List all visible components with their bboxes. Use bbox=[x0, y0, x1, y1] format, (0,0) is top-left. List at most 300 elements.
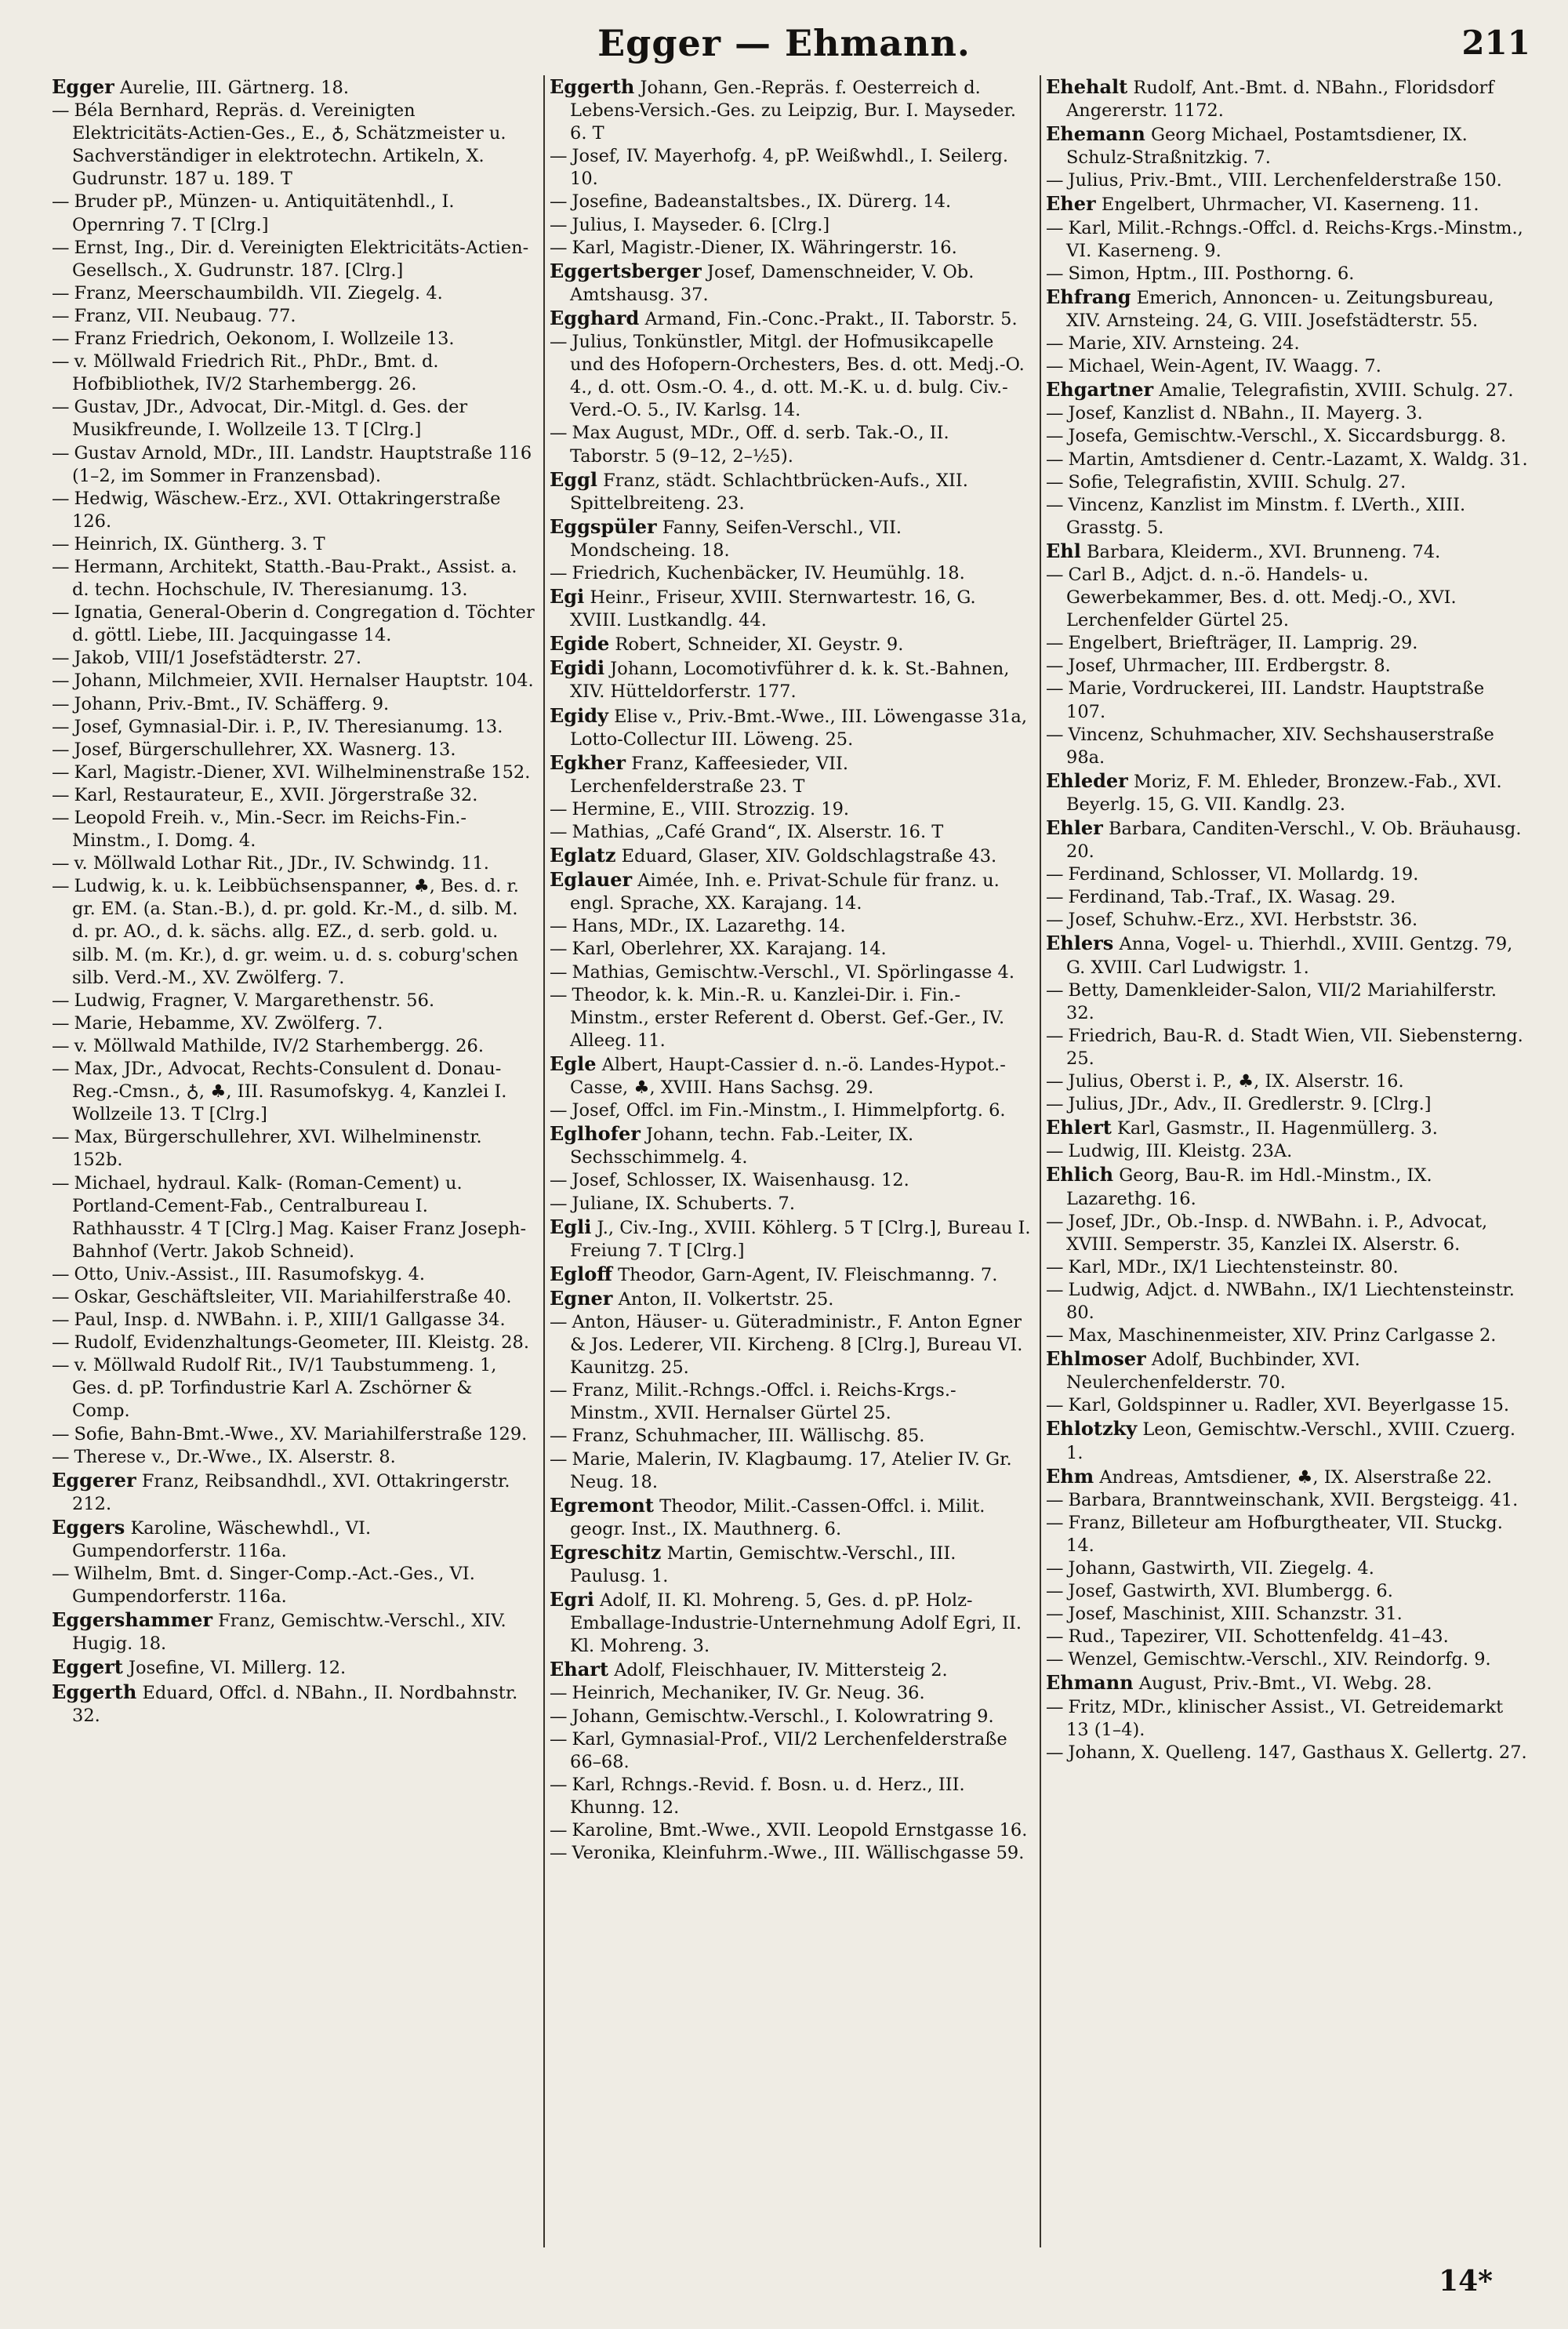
directory-entry bbox=[550, 1588, 1032, 1658]
entry-surname: Ehlotzky bbox=[1046, 1417, 1138, 1441]
page-title: Egger — Ehmann. bbox=[597, 22, 971, 64]
entry-text: Anna, Vogel- u. Thierhdl., XVIII. Gentzg. 79, G. XVIII. Carl Ludwigstr. 1. bbox=[1066, 934, 1513, 978]
ditto-dash: — bbox=[52, 237, 70, 258]
ditto-dash: — bbox=[1046, 1512, 1064, 1533]
ditto-dash: — bbox=[550, 1193, 568, 1214]
directory-entry bbox=[1046, 1557, 1528, 1580]
entry-text: Hermine, E., VIII. Strozzig. 19. bbox=[572, 798, 850, 819]
directory-entry bbox=[52, 1172, 535, 1263]
entry-text: Marie, Vordruckerei, III. Landstr. Hauptstraße 107. bbox=[1066, 678, 1485, 722]
directory-entry bbox=[550, 915, 1032, 938]
entry-surname: Egidi bbox=[550, 656, 605, 680]
directory-entry bbox=[550, 656, 1032, 703]
entry-text: Marie, XIV. Arnsteing. 24. bbox=[1068, 333, 1300, 354]
directory-entry bbox=[52, 100, 535, 191]
ditto-dash: — bbox=[1046, 1626, 1064, 1648]
ditto-dash: — bbox=[52, 670, 70, 692]
ditto-dash: — bbox=[52, 1446, 70, 1467]
directory-entry bbox=[550, 331, 1032, 422]
directory-entry bbox=[52, 1608, 535, 1655]
entry-surname: Eggerer bbox=[52, 1468, 136, 1492]
ditto-dash: — bbox=[550, 1683, 568, 1704]
entry-text: Ludwig, k. u. k. Leibbüchsenspanner, ♣, Bes. d. r. gr. EM. (a. Stan.-B.), d. pr. gold. Kr.-M., d. silb. M. d. pr. AO., d. k. sächs. allg. EZ., d. serb. gold. u. silb. M. (m. Kr.), d. gr. weim. u. d. s. coburg'schen silb. Verd.-M., XV. Zwölferg. 7. bbox=[72, 876, 519, 988]
entry-text: Barbara, Kleiderm., XVI. Brunneng. 74. bbox=[1087, 541, 1441, 562]
entry-text: Josefa, Gemischtw.-Verschl., X. Siccardsburgg. 8. bbox=[1068, 426, 1507, 447]
ditto-dash: — bbox=[1046, 1094, 1064, 1115]
entry-text: Karl, MDr., IX/1 Liechtensteinstr. 80. bbox=[1068, 1256, 1399, 1277]
ditto-dash: — bbox=[1046, 1211, 1064, 1232]
ditto-dash: — bbox=[1046, 678, 1064, 699]
directory-entry bbox=[550, 75, 1032, 145]
directory-entry bbox=[1046, 1279, 1528, 1324]
ditto-dash: — bbox=[550, 146, 568, 167]
ditto-dash: — bbox=[52, 808, 70, 828]
ditto-dash: — bbox=[550, 332, 568, 353]
entry-text: Adolf, II. Kl. Mohreng. 5, Ges. d. pP. Holz-Emballage-Industrie-Unternehmung Adolf Egri, II. Kl. Mohreng. 3. bbox=[570, 1590, 1022, 1657]
entry-text: Emerich, Annoncen- u. Zeitungsbureau, XIV. Arnsteing. 24, G. VIII. Josefstädterstr. 55. bbox=[1066, 287, 1494, 331]
entry-surname: Eggerth bbox=[550, 75, 635, 98]
directory-column-middle bbox=[543, 75, 1040, 2247]
entry-text: Franz, VII. Neubaug. 77. bbox=[74, 305, 296, 326]
ditto-dash: — bbox=[1046, 910, 1064, 931]
ditto-dash: — bbox=[550, 1706, 568, 1727]
ditto-dash: — bbox=[550, 961, 568, 983]
directory-entry bbox=[550, 1169, 1032, 1192]
entry-text: Amalie, Telegrafistin, XVIII. Schulg. 27. bbox=[1159, 380, 1514, 401]
directory-entry bbox=[550, 821, 1032, 844]
ditto-dash: — bbox=[550, 1448, 568, 1470]
directory-entry bbox=[550, 1311, 1032, 1379]
entry-text: Franz, Schuhmacher, III. Wällischg. 85. bbox=[572, 1426, 925, 1447]
ditto-dash: — bbox=[1046, 864, 1064, 885]
ditto-dash: — bbox=[52, 693, 70, 714]
entry-text: Engelbert, Briefträger, II. Lamprig. 29. bbox=[1068, 633, 1418, 654]
directory-entry bbox=[1046, 75, 1528, 122]
entry-text: Max, JDr., Advocat, Rechts-Consulent d. Donau-Reg.-Cmsn., ♁, ♣, III. Rasumofskyg. 4, Kanzlei I. Wollzeile 13. T [Clrg.] bbox=[72, 1059, 507, 1125]
ditto-dash: — bbox=[550, 984, 568, 1005]
directory-entry bbox=[52, 351, 535, 396]
entry-text: Aimée, Inh. e. Privat-Schule für franz. u. engl. Sprache, XX. Karajang. 14. bbox=[570, 870, 1000, 914]
directory-entry bbox=[1046, 769, 1528, 816]
ditto-dash: — bbox=[52, 351, 70, 372]
directory-column-left bbox=[47, 75, 543, 2247]
ditto-dash: — bbox=[1046, 1604, 1064, 1625]
entry-text: Adolf, Fleischhauer, IV. Mittersteig 2. bbox=[614, 1660, 948, 1681]
directory-entry bbox=[1046, 816, 1528, 863]
ditto-dash: — bbox=[1046, 887, 1064, 908]
directory-entry bbox=[1046, 449, 1528, 471]
entry-surname: Egli bbox=[550, 1215, 592, 1238]
page-number: 211 bbox=[1461, 24, 1530, 62]
entry-text: Josef, Schuhw.-Erz., XVI. Herbststr. 36. bbox=[1068, 910, 1418, 931]
entry-text: Carl B., Adjct. d. n.-ö. Handels- u. Gewerbekammer, Bes. d. ott. Medj.-O., XVI. Lerchenfelder Gürtel 25. bbox=[1066, 564, 1457, 631]
entry-text: Jakob, VIII/1 Josefstädterstr. 27. bbox=[74, 648, 362, 669]
directory-entry bbox=[52, 1680, 535, 1728]
directory-entry bbox=[1046, 1116, 1528, 1140]
entry-text: Karl, Magistr.-Diener, IX. Währingerstr. 16. bbox=[572, 237, 957, 258]
entry-text: Oskar, Geschäftsleiter, VII. Mariahilferstraße 40. bbox=[74, 1286, 512, 1307]
entry-text: Johann, X. Quelleng. 147, Gasthaus X. Gellertg. 27. bbox=[1068, 1742, 1527, 1763]
directory-entry bbox=[1046, 1324, 1528, 1347]
directory-entry bbox=[1046, 332, 1528, 355]
directory-entry bbox=[52, 191, 535, 236]
ditto-dash: — bbox=[550, 939, 568, 960]
entry-text: Heinrich, Mechaniker, IV. Gr. Neug. 36. bbox=[572, 1683, 925, 1704]
directory-entry bbox=[52, 488, 535, 533]
ditto-dash: — bbox=[550, 191, 568, 213]
directory-entry bbox=[550, 844, 1032, 868]
directory-entry bbox=[52, 282, 535, 305]
ditto-dash: — bbox=[1046, 471, 1064, 492]
entry-text: Karoline, Wäschewhdl., VI. Gumpendorferstr. 116a. bbox=[72, 1517, 372, 1561]
directory-entry bbox=[1046, 1465, 1528, 1489]
directory-entry bbox=[550, 798, 1032, 821]
entry-surname: Eggert bbox=[52, 1655, 123, 1679]
directory-entry bbox=[1046, 979, 1528, 1025]
entry-text: Vincenz, Kanzlist im Minstm. f. LVerth., XIII. Grasstg. 5. bbox=[1066, 494, 1466, 538]
ditto-dash: — bbox=[1046, 449, 1064, 470]
ditto-dash: — bbox=[52, 533, 70, 554]
directory-entry bbox=[550, 422, 1032, 467]
ditto-dash: — bbox=[52, 1310, 70, 1331]
entry-surname: Egkher bbox=[550, 750, 626, 774]
entry-text: Franz, Reibsandhdl., XVI. Ottakringerstr. 212. bbox=[72, 1470, 510, 1514]
entry-text: Georg, Bau-R. im Hdl.-Minstm., IX. Lazarethg. 16. bbox=[1066, 1165, 1432, 1209]
ditto-dash: — bbox=[1046, 1489, 1064, 1510]
directory-entry bbox=[1046, 909, 1528, 932]
entry-text: Theodor, Milit.-Cassen-Offcl. i. Milit. geogr. Inst., IX. Mauthnerg. 6. bbox=[570, 1495, 985, 1539]
entry-text: Ludwig, Fragner, V. Margarethenstr. 56. bbox=[74, 990, 435, 1011]
entry-text: Bruder pP., Münzen- u. Antiquitätenhdl., I. Opernring 7. T [Clrg.] bbox=[72, 191, 455, 235]
directory-entry bbox=[52, 601, 535, 647]
signature-mark: 14* bbox=[1439, 2265, 1493, 2298]
directory-columns bbox=[47, 75, 1537, 2247]
directory-entry bbox=[1046, 1671, 1528, 1695]
entry-text: Karl, Rchngs.-Revid. f. Bosn. u. d. Herz., III. Khunng. 12. bbox=[570, 1774, 965, 1818]
entry-text: Friedrich, Kuchenbäcker, IV. Heumühlg. 18. bbox=[572, 562, 965, 583]
entry-text: Eduard, Offcl. d. NBahn., II. Nordbahnstr. 32. bbox=[72, 1682, 518, 1726]
ditto-dash: — bbox=[52, 990, 70, 1011]
ditto-dash: — bbox=[52, 784, 70, 805]
entry-text: Fritz, MDr., klinischer Assist., VI. Getreidemarkt 13 (1–4). bbox=[1066, 1696, 1504, 1740]
entry-text: Ludwig, Adjct. d. NWBahn., IX/1 Liechtensteinstr. 80. bbox=[1066, 1279, 1515, 1323]
entry-text: Ludwig, III. Kleistg. 23A. bbox=[1068, 1141, 1293, 1162]
entry-text: Hermann, Architekt, Statth.-Bau-Prakt., Assist. a. d. techn. Hochschule, IV. Theresianumg. 13. bbox=[72, 556, 517, 601]
directory-entry bbox=[1046, 564, 1528, 632]
entry-text: Karl, Gymnasial-Prof., VII/2 Lerchenfelderstraße 66–68. bbox=[570, 1728, 1007, 1772]
entry-text: Julius, Oberst i. P., ♣, IX. Alserstr. 16. bbox=[1068, 1071, 1404, 1092]
entry-text: Gustav, JDr., Advocat, Dir.-Mitgl. d. Ges. der Musikfreunde, I. Wollzeile 13. T [Clrg.] bbox=[72, 397, 468, 441]
entry-text: Mathias, Gemischtw.-Verschl., VI. Spörlingasse 4. bbox=[572, 961, 1014, 983]
directory-entry bbox=[1046, 632, 1528, 655]
directory-entry bbox=[1046, 1603, 1528, 1626]
entry-surname: Egremont bbox=[550, 1493, 654, 1517]
ditto-dash: — bbox=[52, 442, 70, 463]
entry-text: Franz, Gemischtw.-Verschl., XIV. Hugig. 18. bbox=[72, 1611, 506, 1655]
directory-entry bbox=[1046, 378, 1528, 402]
directory-entry bbox=[1046, 655, 1528, 678]
entry-text: Johann, Gemischtw.-Verschl., I. Kolowratring 9. bbox=[572, 1706, 994, 1727]
directory-entry bbox=[1046, 1417, 1528, 1464]
entry-text: Theodor, k. k. Min.-R. u. Kanzlei-Dir. i. Fin.-Minstm., erster Referent d. Oberst. Gef.-Ger., IV. Alleeg. 11. bbox=[570, 984, 1005, 1051]
directory-entry bbox=[52, 1469, 535, 1516]
directory-entry bbox=[52, 1563, 535, 1608]
entry-text: Wilhelm, Bmt. d. Singer-Comp.-Act.-Ges., VI. Gumpendorferstr. 116a. bbox=[72, 1564, 475, 1608]
entry-text: Max August, MDr., Off. d. serb. Tak.-O., II. Taborstr. 5 (9–12, 2–½5). bbox=[570, 423, 949, 467]
ditto-dash: — bbox=[1046, 403, 1064, 424]
ditto-dash: — bbox=[1046, 564, 1064, 585]
entry-text: Josefine, Badeanstaltsbes., IX. Dürerg. 14. bbox=[572, 191, 952, 213]
directory-entry bbox=[1046, 1163, 1528, 1210]
directory-entry bbox=[1046, 863, 1528, 886]
entry-surname: Egi bbox=[550, 585, 585, 609]
directory-entry bbox=[1046, 1512, 1528, 1557]
entry-text: Josef, JDr., Ob.-Insp. d. NWBahn. i. P., Advocat, XVIII. Semperstr. 35, Kanzlei IX. Alserstr. 6. bbox=[1066, 1211, 1488, 1255]
ditto-dash: — bbox=[52, 602, 70, 623]
directory-entry bbox=[1046, 886, 1528, 909]
ditto-dash: — bbox=[550, 1728, 568, 1749]
entry-surname: Egloff bbox=[550, 1262, 612, 1285]
directory-entry bbox=[1046, 471, 1528, 494]
entry-text: Josef, Kanzlist d. NBahn., II. Mayerg. 3. bbox=[1068, 403, 1423, 424]
directory-entry bbox=[1046, 1696, 1528, 1742]
entry-text: Vincenz, Schuhmacher, XIV. Sechshauserstraße 98a. bbox=[1066, 724, 1494, 768]
entry-text: Karoline, Bmt.-Wwe., XVII. Leopold Ernstgasse 16. bbox=[572, 1820, 1028, 1841]
entry-surname: Ehart bbox=[550, 1658, 609, 1681]
ditto-dash: — bbox=[52, 876, 70, 897]
directory-entry bbox=[1046, 540, 1528, 564]
entry-text: Franz, städt. Schlachtbrücken-Aufs., XII. Spittelbreiteng. 23. bbox=[570, 470, 968, 514]
entry-text: Otto, Univ.-Assist., III. Rasumofskyg. 4. bbox=[74, 1263, 426, 1284]
entry-text: Karl, Oberlehrer, XX. Karajang. 14. bbox=[572, 939, 887, 960]
directory-entry bbox=[550, 1682, 1032, 1705]
directory-entry bbox=[550, 1774, 1032, 1819]
entry-text: Ferdinand, Schlosser, VI. Mollardg. 19. bbox=[1068, 864, 1419, 885]
ditto-dash: — bbox=[52, 1332, 70, 1353]
entry-text: Friedrich, Bau-R. d. Stadt Wien, VII. Siebensterng. 25. bbox=[1066, 1025, 1523, 1069]
entry-text: Max, Bürgerschullehrer, XVI. Wilhelminenstr. 152b. bbox=[72, 1127, 482, 1171]
ditto-dash: — bbox=[52, 1355, 70, 1376]
entry-surname: Eggerth bbox=[52, 1680, 137, 1703]
entry-text: Rudolf, Evidenzhaltungs-Geometer, III. Kleistg. 28. bbox=[74, 1332, 529, 1353]
entry-surname: Ehm bbox=[1046, 1464, 1094, 1488]
directory-entry bbox=[550, 1448, 1032, 1494]
directory-entry bbox=[550, 868, 1032, 915]
ditto-dash: — bbox=[52, 397, 70, 418]
directory-entry bbox=[550, 1193, 1032, 1215]
directory-entry bbox=[1046, 355, 1528, 378]
entry-text: Hedwig, Wäschew.-Erz., XVI. Ottakringerstraße 126. bbox=[72, 488, 501, 532]
entry-text: Josef, Maschinist, XIII. Schanzstr. 31. bbox=[1068, 1604, 1403, 1625]
entry-text: Anton, Häuser- u. Güteradministr., F. Anton Egner & Jos. Lederer, VII. Kircheng. 8 [Clrg.], Bureau VI. Kaunitzg. 25. bbox=[570, 1311, 1023, 1379]
ditto-dash: — bbox=[1046, 1071, 1064, 1092]
entry-surname: Ehl bbox=[1046, 539, 1081, 562]
ditto-dash: — bbox=[1046, 656, 1064, 677]
directory-entry bbox=[1046, 1093, 1528, 1116]
directory-entry bbox=[550, 237, 1032, 260]
entry-text: Franz, Kaffeesieder, VII. Lerchenfelderstraße 23. T bbox=[570, 753, 849, 797]
entry-text: v. Möllwald Friedrich Rit., PhDr., Bmt. d. Hofbibliothek, IV/2 Starhembergg. 26. bbox=[72, 351, 439, 395]
directory-entry bbox=[52, 328, 535, 351]
directory-entry bbox=[52, 556, 535, 601]
entry-text: Max, Maschinenmeister, XIV. Prinz Carlgasse 2. bbox=[1068, 1325, 1497, 1346]
entry-text: Karl, Milit.-Rchngs.-Offcl. d. Reichs-Krgs.-Minstm., VI. Kaserneng. 9. bbox=[1066, 217, 1523, 261]
entry-text: Béla Bernhard, Repräs. d. Vereinigten Elektricitäts-Actien-Ges., E., ♁, Schätzmeister u. Sachverständiger in elektrotechn. Artikeln, X. Gudrunstr. 187 u. 189. T bbox=[72, 100, 506, 190]
ditto-dash: — bbox=[550, 214, 568, 235]
entry-text: Josef, Uhrmacher, III. Erdbergstr. 8. bbox=[1068, 656, 1391, 677]
ditto-dash: — bbox=[1046, 1696, 1064, 1717]
ditto-dash: — bbox=[52, 488, 70, 509]
entry-text: Sofie, Telegrafistin, XVIII. Schulg. 27. bbox=[1068, 471, 1406, 492]
entry-text: Engelbert, Uhrmacher, VI. Kaserneng. 11. bbox=[1101, 194, 1479, 216]
ditto-dash: — bbox=[1046, 979, 1064, 1001]
directory-entry bbox=[52, 1035, 535, 1058]
entry-surname: Egreschitz bbox=[550, 1540, 662, 1564]
entry-surname: Egghard bbox=[550, 306, 640, 329]
ditto-dash: — bbox=[550, 1100, 568, 1121]
ditto-dash: — bbox=[52, 1012, 70, 1034]
entry-text: Paul, Insp. d. NWBahn. i. P., XIII/1 Gallgasse 34. bbox=[74, 1310, 506, 1331]
entry-text: Aurelie, III. Gärtnerg. 18. bbox=[119, 78, 349, 98]
directory-entry bbox=[52, 533, 535, 556]
ditto-dash: — bbox=[52, 1564, 70, 1585]
ditto-dash: — bbox=[1046, 633, 1064, 654]
entry-text: Josef, Offcl. im Fin.-Minstm., I. Himmelpfortg. 6. bbox=[572, 1100, 1006, 1121]
ditto-dash: — bbox=[52, 100, 70, 122]
entry-text: Mathias, „Café Grand“, IX. Alserstr. 16. T bbox=[572, 822, 944, 842]
entry-text: Fanny, Seifen-Verschl., VII. Mondscheing. 18. bbox=[570, 517, 902, 561]
entry-text: Julius, JDr., Adv., II. Gredlerstr. 9. [Clrg.] bbox=[1068, 1094, 1432, 1115]
directory-entry bbox=[52, 1332, 535, 1354]
entry-text: v. Möllwald Rudolf Rit., IV/1 Taubstummeng. 1, Ges. d. pP. Torfindustrie Karl A. Zschörner & Comp. bbox=[72, 1355, 497, 1422]
ditto-dash: — bbox=[52, 1035, 70, 1056]
directory-entry bbox=[52, 693, 535, 716]
entry-text: Johann, Gastwirth, VII. Ziegelg. 4. bbox=[1068, 1558, 1374, 1579]
entry-text: Barbara, Canditen-Verschl., V. Ob. Bräuhausg. 20. bbox=[1066, 819, 1522, 863]
ditto-dash: — bbox=[550, 1426, 568, 1447]
entry-surname: Egner bbox=[550, 1286, 613, 1310]
directory-entry bbox=[52, 1309, 535, 1332]
entry-text: Franz, Meerschaumbildh. VII. Ziegelg. 4. bbox=[74, 282, 443, 303]
directory-entry bbox=[1046, 494, 1528, 540]
entry-text: Josef, Schlosser, IX. Waisenhausg. 12. bbox=[572, 1170, 909, 1191]
directory-entry bbox=[1046, 678, 1528, 723]
directory-entry bbox=[52, 237, 535, 282]
directory-entry bbox=[52, 784, 535, 807]
directory-entry bbox=[550, 1819, 1032, 1842]
entry-text: Josef, Gastwirth, XVI. Blumbergg. 6. bbox=[1068, 1581, 1393, 1602]
ditto-dash: — bbox=[52, 191, 70, 213]
ditto-dash: — bbox=[1046, 1279, 1064, 1300]
ditto-dash: — bbox=[52, 1263, 70, 1284]
entry-text: Juliane, IX. Schuberts. 7. bbox=[572, 1193, 795, 1214]
entry-text: Franz, Billeteur am Hofburgtheater, VII. Stuckg. 14. bbox=[1066, 1512, 1503, 1556]
entry-text: Georg Michael, Postamtsdiener, IX. Schulz-Straßnitzkig. 7. bbox=[1066, 125, 1468, 169]
ditto-dash: — bbox=[550, 562, 568, 583]
directory-entry bbox=[550, 307, 1032, 331]
directory-entry bbox=[550, 1099, 1032, 1122]
directory-entry bbox=[1046, 1211, 1528, 1256]
directory-entry bbox=[550, 468, 1032, 515]
entry-text: Josef, Gymnasial-Dir. i. P., IV. Theresianumg. 13. bbox=[74, 716, 503, 737]
ditto-dash: — bbox=[550, 1311, 568, 1332]
entry-surname: Eglatz bbox=[550, 844, 616, 867]
ditto-dash: — bbox=[1046, 1581, 1064, 1602]
directory-entry bbox=[550, 1122, 1032, 1169]
entry-text: Ignatia, General-Oberin d. Congregation d. Töchter d. göttl. Liebe, III. Jacquingasse 14. bbox=[72, 602, 535, 646]
entry-text: Leopold Freih. v., Min.-Secr. im Reichs-Fin.-Minstm., I. Domg. 4. bbox=[72, 808, 467, 852]
entry-surname: Egri bbox=[550, 1588, 594, 1611]
entry-surname: Ehfrang bbox=[1046, 285, 1131, 308]
directory-entry bbox=[1046, 192, 1528, 216]
directory-entry bbox=[550, 515, 1032, 562]
directory-entry bbox=[52, 670, 535, 692]
ditto-dash: — bbox=[1046, 1325, 1064, 1346]
directory-entry bbox=[550, 1052, 1032, 1099]
ditto-dash: — bbox=[550, 423, 568, 444]
directory-entry bbox=[52, 990, 535, 1012]
directory-entry bbox=[1046, 1256, 1528, 1279]
entry-text: Heinr., Friseur, XVIII. Sternwartestr. 16, G. XVIII. Lustkandlg. 44. bbox=[570, 587, 976, 631]
directory-entry bbox=[52, 75, 535, 100]
directory-entry bbox=[550, 260, 1032, 307]
directory-entry bbox=[550, 961, 1032, 984]
entry-text: Theodor, Garn-Agent, IV. Fleischmanng. 7. bbox=[618, 1264, 998, 1285]
directory-entry bbox=[52, 852, 535, 875]
entry-text: v. Möllwald Lothar Rit., JDr., IV. Schwindg. 11. bbox=[74, 853, 489, 874]
directory-entry bbox=[1046, 1070, 1528, 1093]
entry-text: Elise v., Priv.-Bmt.-Wwe., III. Löwengasse 31a, Lotto-Collectur III. Löweng. 25. bbox=[570, 706, 1027, 750]
directory-entry bbox=[52, 1263, 535, 1286]
directory-entry bbox=[1046, 1347, 1528, 1394]
entry-surname: Ehleder bbox=[1046, 768, 1128, 792]
entry-surname: Eher bbox=[1046, 192, 1096, 216]
ditto-dash: — bbox=[550, 1843, 568, 1864]
entry-text: v. Möllwald Mathilde, IV/2 Starhembergg. 26. bbox=[74, 1035, 484, 1056]
entry-surname: Eglauer bbox=[550, 868, 633, 892]
entry-text: Josef, IV. Mayerhofg. 4, pP. Weißwhdl., I. Seilerg. 10. bbox=[570, 146, 1009, 190]
ditto-dash: — bbox=[1046, 1025, 1064, 1046]
entry-surname: Ehlers bbox=[1046, 932, 1114, 955]
entry-surname: Egger bbox=[52, 75, 114, 98]
entry-text: Michael, Wein-Agent, IV. Waagg. 7. bbox=[1068, 356, 1381, 377]
directory-entry bbox=[550, 704, 1032, 751]
entry-text: Franz Friedrich, Oekonom, I. Wollzeile 13. bbox=[74, 329, 455, 350]
directory-entry bbox=[550, 751, 1032, 798]
entry-surname: Eggershammer bbox=[52, 1608, 212, 1632]
directory-entry bbox=[550, 145, 1032, 191]
ditto-dash: — bbox=[1046, 356, 1064, 377]
directory-entry bbox=[1046, 1648, 1528, 1671]
entry-text: Barbara, Branntweinschank, XVII. Bergsteigg. 41. bbox=[1068, 1489, 1519, 1510]
ditto-dash: — bbox=[1046, 1395, 1064, 1416]
entry-text: Marie, Hebamme, XV. Zwölferg. 7. bbox=[74, 1012, 383, 1034]
entry-text: Eduard, Glaser, XIV. Goldschlagstraße 43. bbox=[621, 846, 997, 867]
entry-text: Anton, II. Volkertstr. 25. bbox=[618, 1288, 834, 1310]
ditto-dash: — bbox=[1046, 1558, 1064, 1579]
entry-surname: Ehehalt bbox=[1046, 75, 1128, 98]
entry-text: Ernst, Ing., Dir. d. Vereinigten Elektricitäts-Actien-Gesellsch., X. Gudrunstr. 187. [Clrg.] bbox=[72, 237, 529, 281]
directory-entry bbox=[1046, 122, 1528, 169]
directory-entry bbox=[52, 396, 535, 441]
entry-text: Johann, Milchmeier, XVII. Hernalser Hauptstr. 104. bbox=[74, 670, 534, 692]
ditto-dash: — bbox=[1046, 426, 1064, 447]
directory-entry bbox=[550, 632, 1032, 656]
entry-text: Ferdinand, Tab.-Traf., IX. Wasag. 29. bbox=[1068, 887, 1396, 908]
entry-text: Josef, Bürgerschullehrer, XX. Wasnerg. 13. bbox=[74, 739, 456, 760]
directory-entry bbox=[1046, 1580, 1528, 1603]
ditto-dash: — bbox=[52, 1172, 70, 1194]
